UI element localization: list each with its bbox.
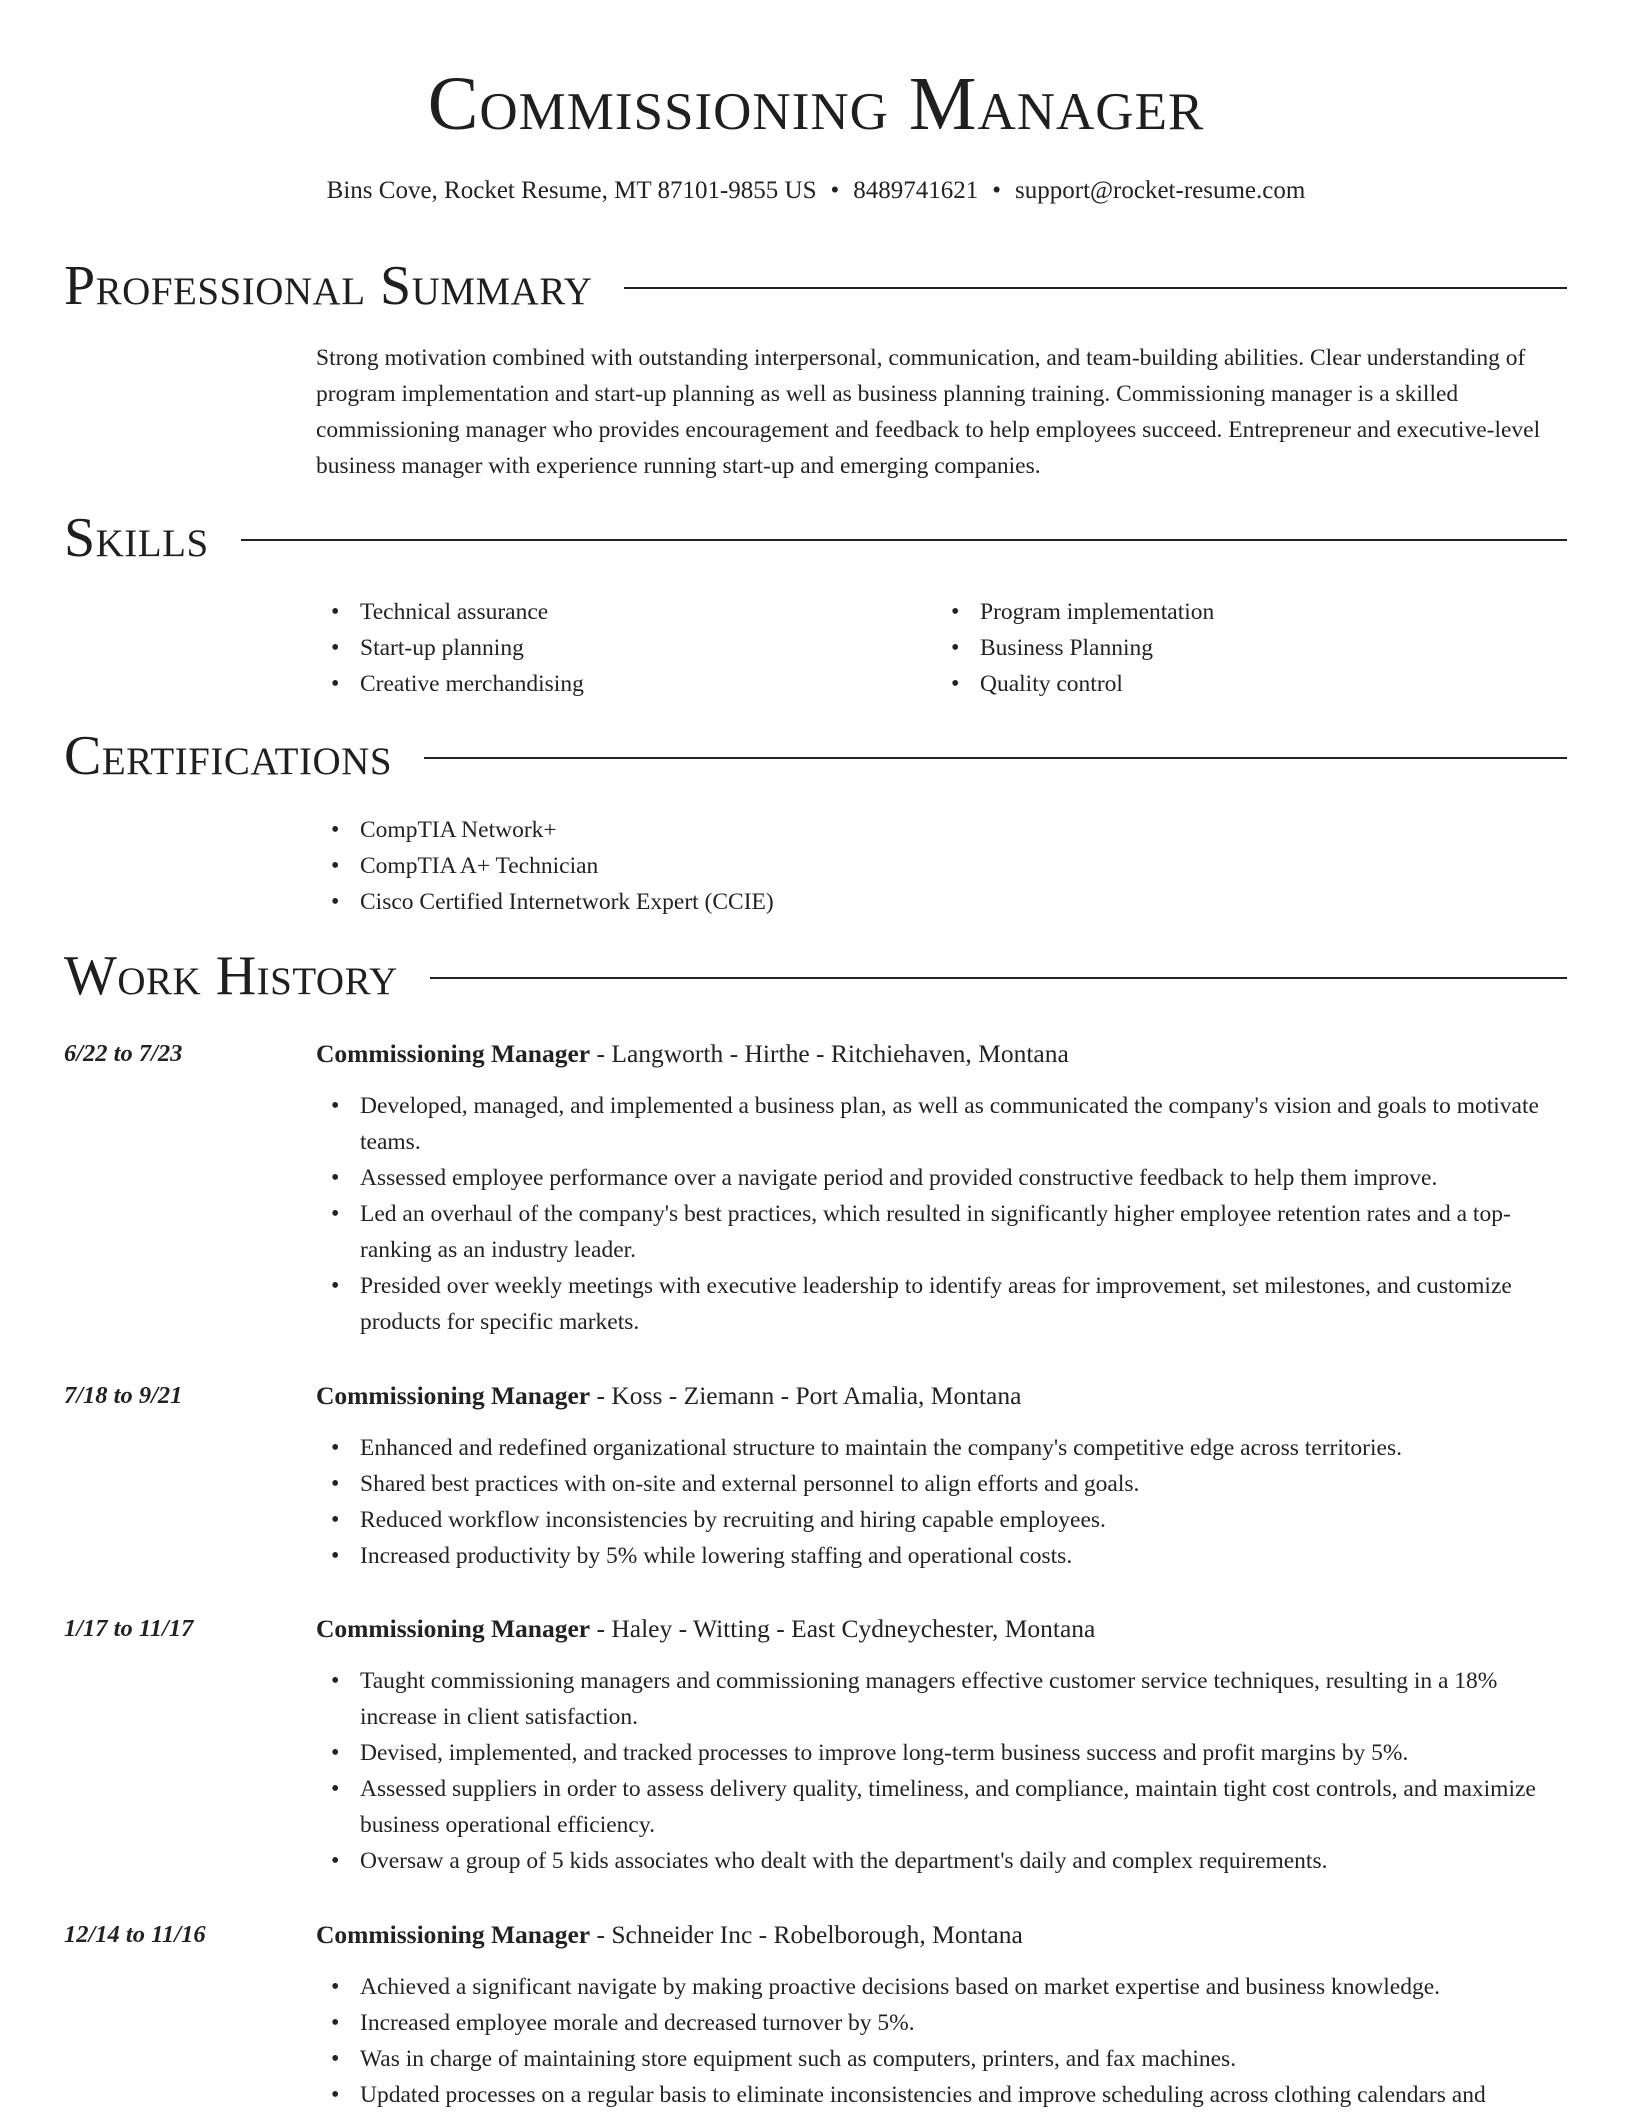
contact-email: support@rocket-resume.com (1015, 177, 1306, 204)
summary-text: Strong motivation combined with outstanding interpersonal, communication, and team-building abilities. Clear understanding of program implementation and start-up planning as well as business planning training. Commissioning manager is a skilled commissioning manager who provides encouragement and feedback to help employees succeed. Entrepreneur and executive-level business manager with experience running start-up and emerging companies. (316, 345, 1541, 479)
job-role: Commissioning Manager (316, 1614, 591, 1643)
section-divider (624, 287, 1567, 289)
job-bullet: • Devised, implemented, and tracked processes to improve long-term business success and profit margins by 5%. (316, 1735, 1567, 1771)
certification-item: • CompTIA A+ Technician (316, 848, 1567, 884)
job-dates: 6/22 to 7/23 (64, 1040, 183, 1067)
job-bullet: • Oversaw a group of 5 kids associates who dealt with the department's daily and complex requirements. (316, 1843, 1567, 1879)
job-bullet: • Was in charge of maintaining store equipment such as computers, printers, and fax machines. (316, 2041, 1567, 2077)
job-bullets (316, 1430, 1567, 1574)
certifications-list (316, 812, 1567, 920)
job-title-line (316, 1917, 1567, 1953)
job-employer: - Schneider Inc - Robelborough, Montana (590, 1920, 1023, 1949)
section-header-certifications (64, 722, 1567, 790)
job-employer: - Haley - Witting - East Cydneychester, Montana (590, 1614, 1096, 1643)
section-title-summary: Professional Summary (64, 255, 593, 317)
job-bullet: • Developed, managed, and implemented a business plan, as well as communicated the company's vision and goals to motivate teams. (316, 1088, 1567, 1160)
certification-item: • CompTIA Network+ (316, 812, 1567, 848)
job-bullet: • Taught commissioning managers and commissioning managers effective customer service techniques, resulting in a 18% increase in client satisfaction. (316, 1663, 1567, 1735)
job-bullet: • Achieved a significant navigate by making proactive decisions based on market expertise and business knowledge. (316, 1969, 1567, 2005)
job-employer: - Langworth - Hirthe - Ritchiehaven, Montana (590, 1039, 1069, 1068)
job-role: Commissioning Manager (316, 1039, 591, 1068)
section-header-skills (64, 504, 1567, 572)
job-bullet: • Updated processes on a regular basis to eliminate inconsistencies and improve scheduling across clothing calendars and (316, 2077, 1567, 2113)
section-header-summary (64, 252, 1567, 320)
job-bullets (316, 1088, 1567, 1340)
job-bullet: • Assessed employee performance over a navigate period and provided constructive feedback to help them improve. (316, 1160, 1567, 1196)
skill-item: • Quality control (936, 666, 1536, 702)
section-title-certifications: Certifications (64, 725, 393, 787)
section-header-work-history (64, 942, 1567, 1010)
contact-separator: • (830, 177, 840, 204)
skills-list-right (936, 594, 1536, 702)
section-title-work-history: Work History (64, 945, 398, 1007)
job-bullet: • Increased productivity by 5% while lowering staffing and operational costs. (316, 1538, 1567, 1574)
job-role: Commissioning Manager (316, 1381, 591, 1410)
job-bullets (316, 1969, 1567, 2113)
resume-title: Commissioning Manager (427, 62, 1205, 146)
section-divider (424, 757, 1567, 759)
contact-address: Bins Cove, Rocket Resume, MT 87101-9855 US (326, 177, 817, 204)
job-bullet: • Assessed suppliers in order to assess delivery quality, timeliness, and compliance, maintain tight cost controls, and maximize business operational efficiency. (316, 1771, 1567, 1843)
skill-item: • Program implementation (936, 594, 1536, 630)
job-dates: 7/18 to 9/21 (64, 1382, 183, 1409)
job-bullet: • Reduced workflow inconsistencies by recruiting and hiring capable employees. (316, 1502, 1567, 1538)
job-dates: 1/17 to 11/17 (64, 1615, 194, 1642)
section-title-skills: Skills (64, 507, 209, 569)
job-title-line (316, 1036, 1567, 1072)
skills-list-left (316, 594, 916, 702)
contact-separator: • (992, 177, 1002, 204)
job-bullet: • Presided over weekly meetings with executive leadership to identify areas for improvement, set milestones, and customize products for specific markets. (316, 1268, 1567, 1340)
contact-phone: 8489741621 (853, 177, 979, 204)
section-divider (241, 539, 1567, 541)
skill-item: • Start-up planning (316, 630, 916, 666)
job-bullet: • Led an overhaul of the company's best practices, which resulted in significantly higher employee retention rates and a top-ranking as an industry leader. (316, 1196, 1567, 1268)
job-employer: - Koss - Ziemann - Port Amalia, Montana (590, 1381, 1022, 1410)
job-bullet: • Shared best practices with on-site and external personnel to align efforts and goals. (316, 1466, 1567, 1502)
job-title-line (316, 1611, 1567, 1647)
job-bullets (316, 1663, 1567, 1879)
job-bullet: • Increased employee morale and decreased turnover by 5%. (316, 2005, 1567, 2041)
certification-item: • Cisco Certified Internetwork Expert (CCIE) (316, 884, 1567, 920)
job-title-line (316, 1378, 1567, 1414)
contact-line (0, 174, 1632, 208)
skill-item: • Creative merchandising (316, 666, 916, 702)
skill-item: • Business Planning (936, 630, 1536, 666)
skill-item: • Technical assurance (316, 594, 916, 630)
job-role: Commissioning Manager (316, 1920, 591, 1949)
job-bullet: • Enhanced and redefined organizational structure to maintain the company's competitive edge across territories. (316, 1430, 1567, 1466)
job-dates: 12/14 to 11/16 (64, 1921, 206, 1948)
section-divider (430, 977, 1567, 979)
